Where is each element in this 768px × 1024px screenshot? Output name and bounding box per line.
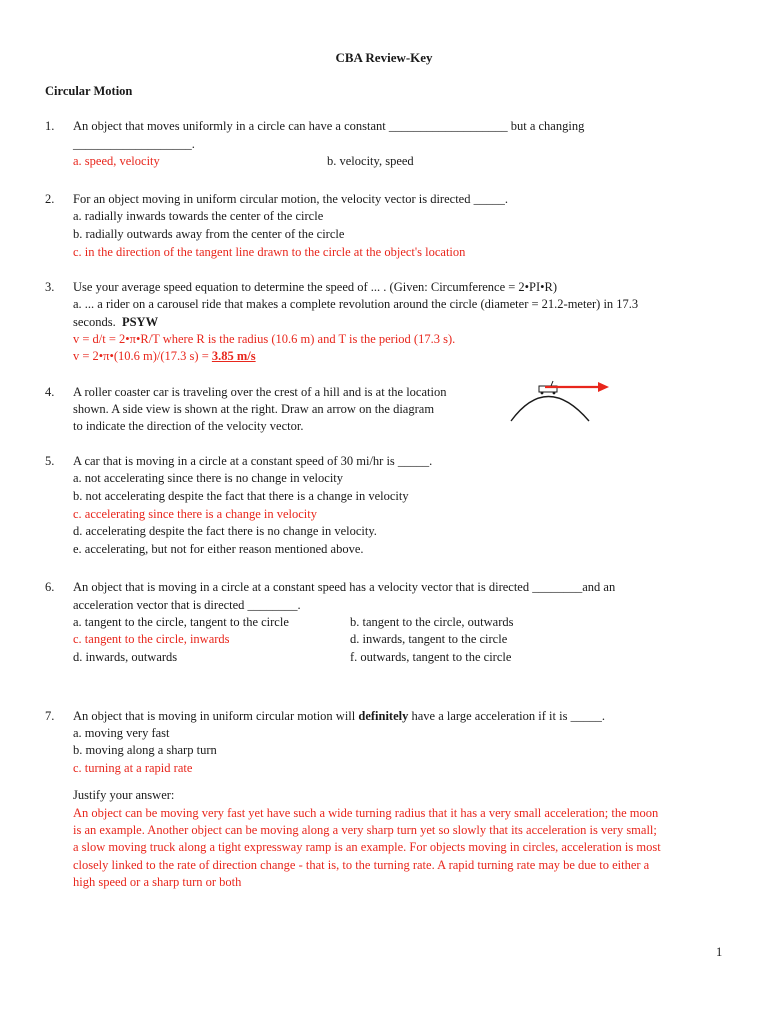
q7-answer-line-1: An object can be moving very fast yet have such a wide turning radius that it has a very small acceleration; the moon: [73, 806, 659, 820]
q4-number: 4.: [45, 385, 55, 399]
q7-option-a: a. moving very fast: [73, 726, 170, 740]
q3-answer-line-1: v = d/t = 2•π•R/T where R is the radius (10.6 m) and T is the period (17.3 s).: [73, 332, 456, 346]
q6-option-d1: d. inwards, tangent to the circle: [350, 632, 508, 646]
q2-option-a: a. radially inwards towards the center of the circle: [73, 209, 324, 223]
page-title: CBA Review-Key: [335, 50, 433, 65]
page-number: 1: [716, 945, 723, 959]
q6-option-d2: d. inwards, outwards: [73, 650, 178, 664]
q7-stem: [73, 708, 605, 725]
q3-part-a-seconds: seconds.: [73, 315, 116, 329]
q7-stem-post: have a large acceleration if it is _____.: [408, 709, 605, 723]
q7-answer-line-2: is an example. Another object can be moving along a very sharp turn yet so slowly that its acceleration is very small;: [73, 823, 657, 837]
q1-number: 1.: [45, 119, 55, 133]
q1-stem: An object that moves uniformly in a circle can have a constant ___________________ but a changing: [73, 119, 585, 133]
q3-stem: Use your average speed equation to determine the speed of ... . (Given: Circumference = 2•PI•R): [73, 280, 558, 294]
q7-number: 7.: [45, 709, 55, 723]
hill-curve: [511, 397, 589, 422]
velocity-arrowhead-icon: [598, 382, 609, 392]
q3-answer-prefix: v = 2•π•(10.6 m)/(17.3 s) =: [73, 349, 212, 363]
q5-option-a: a. not accelerating since there is no change in velocity: [73, 471, 344, 485]
q6-option-a: a. tangent to the circle, tangent to the circle: [73, 615, 289, 629]
q7-answer-line-5: high speed or a sharp turn or both: [73, 875, 242, 889]
q3-answer-line-2: [73, 348, 256, 365]
q7-option-b: b. moving along a sharp turn: [73, 743, 217, 757]
q6-option-f: f. outwards, tangent to the circle: [350, 650, 512, 664]
q7-stem-bold: definitely: [358, 709, 409, 723]
q3-psyw: PSYW: [121, 315, 159, 329]
q5-option-b: b. not accelerating despite the fact that there is a change in velocity: [73, 489, 409, 503]
q6-line-2: acceleration vector that is directed ________.: [73, 598, 301, 612]
q1-option-a: a. speed, velocity: [73, 154, 160, 168]
q3-number: 3.: [45, 280, 55, 294]
q5-option-e: e. accelerating, but not for either reason mentioned above.: [73, 542, 364, 556]
q7-answer-line-4: closely linked to the rate of direction change - that is, to the turning rate. A rapid turning rate may be due to either a: [73, 858, 650, 872]
q5-option-d: d. accelerating despite the fact there is no change in velocity.: [73, 524, 377, 538]
q2-stem: For an object moving in uniform circular motion, the velocity vector is directed _____.: [73, 192, 508, 206]
q2-option-b: b. radially outwards away from the center of the circle: [73, 227, 345, 241]
q1-stem-2: ___________________.: [73, 137, 195, 151]
q2-number: 2.: [45, 192, 55, 206]
q6-option-b: b. tangent to the circle, outwards: [350, 615, 514, 629]
q6-line-1: An object that is moving in a circle at a constant speed has a velocity vector that is directed ________and an: [73, 580, 616, 594]
q7-option-c: c. turning at a rapid rate: [73, 761, 193, 775]
q3-answer-result: 3.85 m/s: [211, 349, 256, 363]
q1-option-b: b. velocity, speed: [327, 154, 414, 168]
q6-number: 6.: [45, 580, 55, 594]
section-heading: Circular Motion: [45, 84, 133, 98]
q4-line-2: shown. A side view is shown at the right. Draw an arrow on the diagram: [73, 402, 435, 416]
q5-number: 5.: [45, 454, 55, 468]
q6-option-c: c. tangent to the circle, inwards: [73, 632, 230, 646]
q2-option-c: c. in the direction of the tangent line drawn to the circle at the object's location: [73, 245, 466, 259]
q4-line-1: A roller coaster car is traveling over the crest of a hill and is at the location: [73, 385, 447, 399]
q5-stem: A car that is moving in a circle at a constant speed of 30 mi/hr is _____.: [73, 454, 433, 468]
q4-line-3: to indicate the direction of the velocity vector.: [73, 419, 304, 433]
roller-coaster-diagram: [505, 374, 615, 424]
q5-option-c: c. accelerating since there is a change in velocity: [73, 507, 317, 521]
q3-part-a: a. ... a rider on a carousel ride that makes a complete revolution around the circle (diameter = 21.2-meter) in 17.3: [73, 297, 639, 311]
q7-stem-pre: An object that is moving in uniform circular motion will: [73, 709, 359, 723]
q3-part-a-2: [73, 314, 158, 331]
q7-answer-line-3: a slow moving truck along a tight expressway ramp is an example. For objects moving in circles, acceleration is most: [73, 840, 661, 854]
q7-justify-label: Justify your answer:: [73, 788, 175, 802]
